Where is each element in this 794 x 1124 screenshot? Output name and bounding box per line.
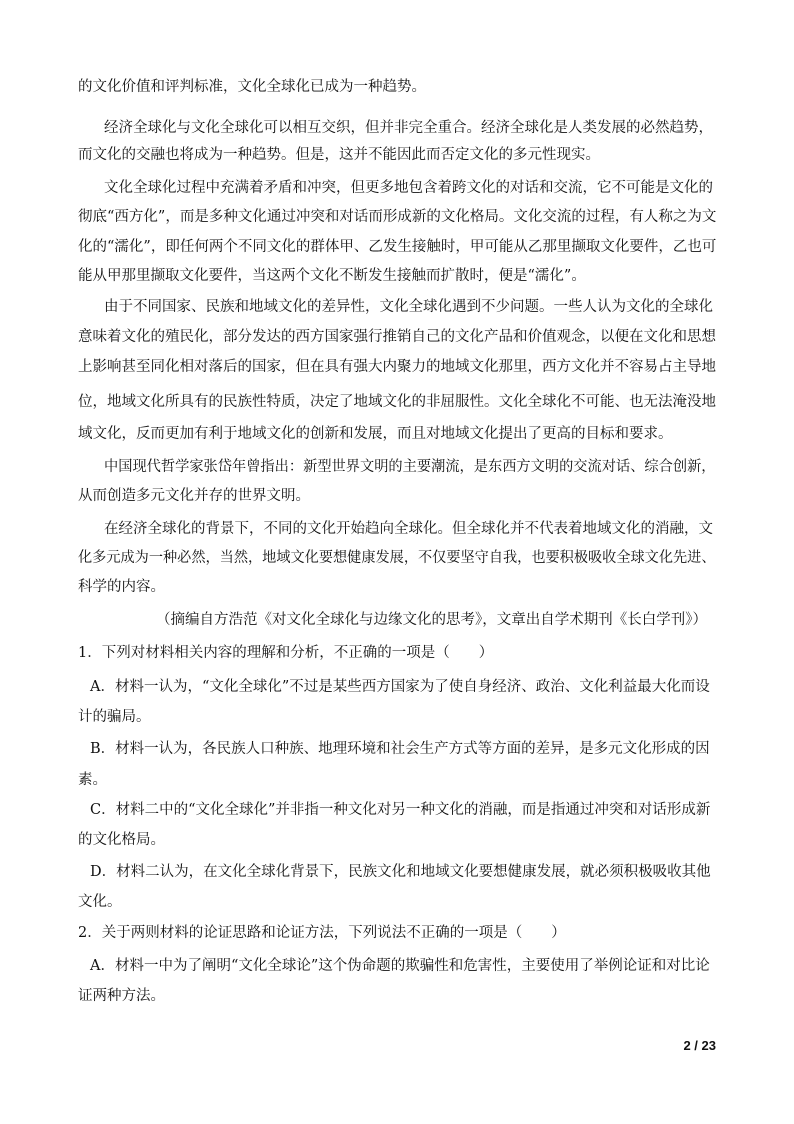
text-line: 化多元成为一种必然，当然，地域文化要想健康发展，不仅要坚守自我，也要积极吸收全球文化先进、 [78, 550, 716, 566]
option-a: A．材料一认为，“文化全球化”不过是某些西方国家为了使自身经济、政治、文化利益最大化而设 [90, 679, 710, 695]
text-line: 素。 [78, 772, 107, 788]
option-a: A．材料一中为了阐明“文化全球论”这个伪命题的欺骗性和危害性，主要使用了举例论证和对比论 [90, 958, 710, 974]
text-line: 上影响甚至同化相对落后的国家，但在具有强大内聚力的地域文化那里，西方文化并不容易占主导地 [78, 359, 716, 375]
text-line: 化的“濡化”，即任何两个不同文化的群体甲、乙发生接触时，甲可能从乙那里撷取文化要件，乙也可 [78, 239, 717, 255]
text-line: 域文化，反而更加有利于地域文化的创新和发展，而且对地域文化提出了更高的目标和要求。 [78, 426, 673, 442]
question-stem: 1．下列对材料相关内容的理解和分析，不正确的一项是（ ） [78, 645, 494, 661]
option-c: C．材料二中的“文化全球化”并非指一种文化对另一种文化的消融，而是指通过冲突和对话形成新 [90, 802, 711, 818]
text-line: 的文化价值和评判标准，文化全球化已成为一种趋势。 [78, 79, 426, 95]
text-line: 计的骗局。 [78, 709, 151, 725]
source-citation: （摘编自方浩范《对文化全球化与边缘文化的思考》，文章出自学术期刊《长白学刊》） [156, 612, 707, 628]
text-line: 由于不同国家、民族和地域文化的差异性，文化全球化遇到不少问题。一些人认为文化的全球化 [104, 299, 713, 315]
question-stem: 2．关于两则材料的论证思路和论证方法，下列说法不正确的一项是（ ） [78, 925, 566, 941]
text-line: 而文化的交融也将成为一种趋势。但是，这并不能因此而否定文化的多元性现实。 [78, 147, 600, 163]
text-line: 在经济全球化的背景下，不同的文化开始趋向全球化。但全球化并不代表着地域文化的消融，文 [104, 521, 713, 537]
text-line: 中国现代哲学家张岱年曾指出：新型世界文明的主要潮流，是东西方文明的交流对话、综合创新， [104, 459, 716, 475]
page-number: 2 / 23 [683, 1038, 716, 1053]
text-line: 彻底“西方化”，而是多种文化通过冲突和对话而形成新的文化格局。文化交流的过程，有人称之为文 [78, 209, 717, 225]
text-line: 科学的内容。 [78, 579, 165, 595]
text-line: 经济全球化与文化全球化可以相互交织，但并非完全重合。经济全球化是人类发展的必然趋势， [104, 120, 713, 136]
text-line: 文化。 [78, 894, 122, 910]
option-b: B．材料一认为，各民族人口种族、地理环境和社会生产方式等方面的差异，是多元文化形成的因 [90, 741, 710, 757]
text-line: 证两种方法。 [78, 988, 165, 1004]
text-line: 能从甲那里撷取文化要件，当这两个文化不断发生接触而扩散时，便是“濡化”。 [78, 268, 586, 284]
text-line: 从而创造多元文化并存的世界文明。 [78, 488, 310, 504]
text-line: 文化全球化过程中充满着矛盾和冲突，但更多地包含着跨文化的对话和交流，它不可能是文化的 [104, 180, 713, 196]
text-line: 位，地域文化所具有的民族性特质，决定了地域文化的非屈服性。文化全球化不可能、也无法淹没地 [78, 394, 716, 410]
text-line: 的文化格局。 [78, 832, 165, 848]
option-d: D．材料二认为，在文化全球化背景下，民族文化和地域文化要想健康发展，就必须积极吸收其他 [90, 864, 711, 880]
text-line: 意味着文化的殖民化，部分发达的西方国家强行推销自己的文化产品和价值观念，以便在文化和思想 [78, 329, 716, 345]
